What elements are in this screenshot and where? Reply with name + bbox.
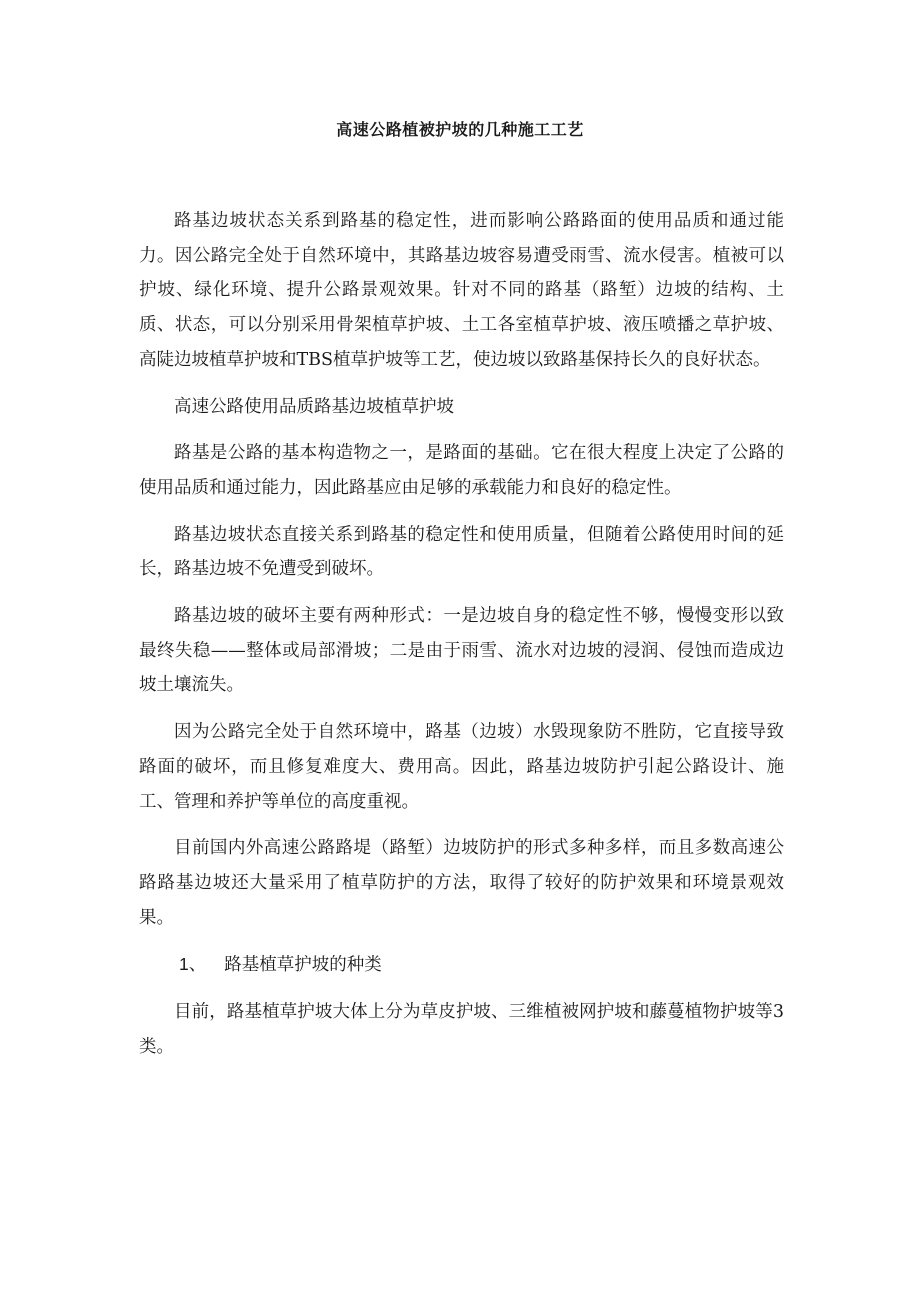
paragraph-slope-stability: 路基边坡状态直接关系到路基的稳定性和使用质量，但随着公路使用时间的延长，路基边坡不免遭受到破坏。: [139, 524, 784, 580]
paragraph-protection-methods: 目前国内外高速公路路堤（路堑）边坡防护的形式多种多样，而且多数高速公路路基边坡还大量采用了植草防护的方法，取得了较好的防护效果和环境景观效果。: [139, 838, 784, 928]
paragraph-keywords: 高速公路使用品质路基边坡植草护坡: [174, 396, 454, 417]
paragraph-types: 目前，路基植草护坡大体上分为草皮护坡、三维植被网护坡和藤蔓植物护坡等3类。: [139, 1002, 784, 1057]
paragraph-roadbed-basics: 路基是公路的基本构造物之一，是路面的基础。它在很大程度上决定了公路的使用品质和通过能力，因此路基应由足够的承载能力和良好的稳定性。: [139, 443, 784, 498]
paragraph-intro: 路基边坡状态关系到路基的稳定性，进而影响公路路面的使用品质和通过能力。因公路完全处于自然环境中，其路基边坡容易遭受雨雪、流水侵害。植被可以护坡、绿化环境、提升公路景观效果。针对不同的路基（路堑）边坡的结构、土质、状态，可以分别采用骨架植草护坡、土工各室植草护坡、液压喷播之草护坡、高陡边坡植草护坡和TBS植草护坡等工艺，使边坡以致路基保持长久的良好状态。: [139, 211, 784, 370]
section-title: 路基植草护坡的种类: [224, 955, 382, 976]
document-body: [139, 204, 784, 1076]
document-title: 高速公路植被护坡的几种施工工艺: [336, 120, 584, 139]
section-number: 1、: [179, 954, 207, 975]
paragraph-water-damage: 因为公路完全处于自然环境中，路基（边坡）水毁现象防不胜防，它直接导致路面的破坏，而且修复难度大、费用高。因此，路基边坡防护引起公路设计、施工、管理和养护等单位的高度重视。: [139, 722, 784, 812]
paragraph-damage-forms: 路基边坡的破坏主要有两种形式：一是边坡自身的稳定性不够，慢慢变形以致最终失稳——整体或局部滑坡；二是由于雨雪、流水对边坡的浸润、侵蚀而造成边坡土壤流失。: [139, 606, 784, 696]
section-heading: [139, 947, 784, 983]
